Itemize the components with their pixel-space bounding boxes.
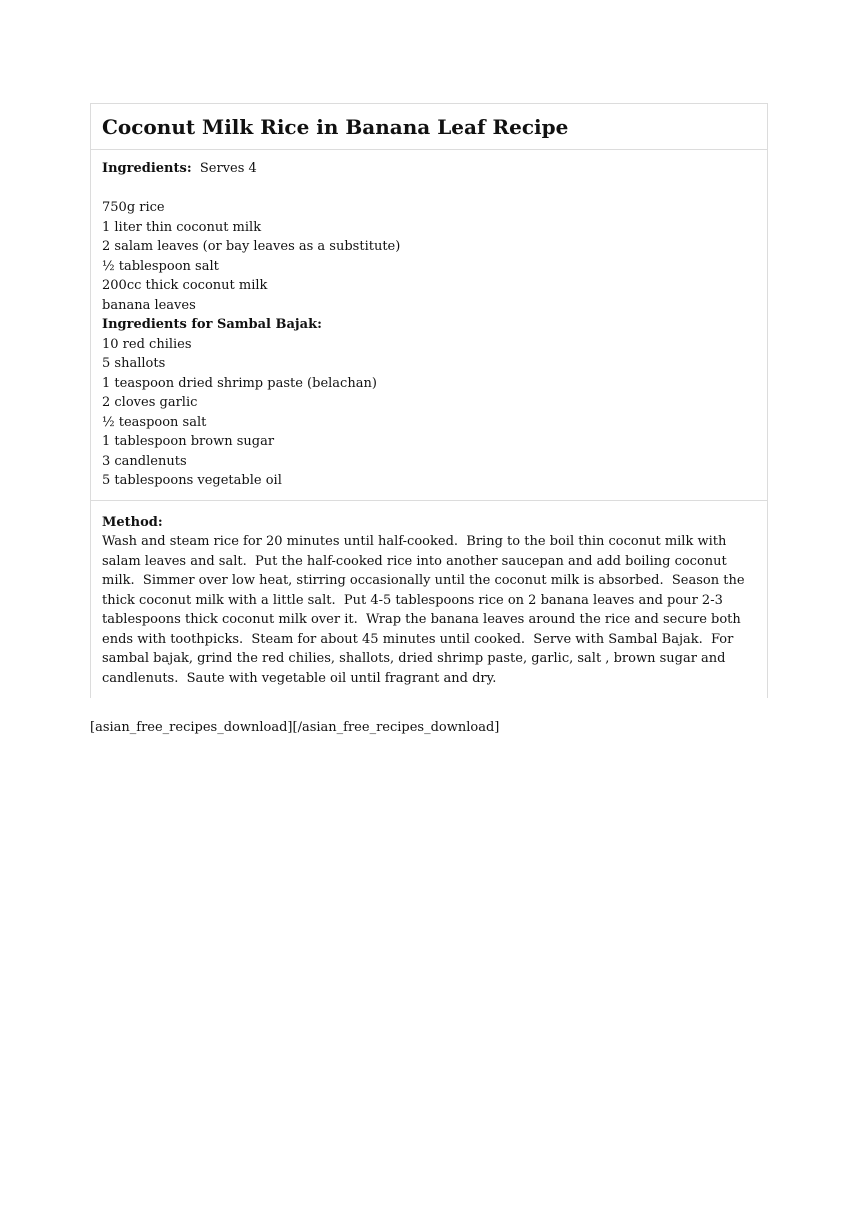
recipe-title: Coconut Milk Rice in Banana Leaf Recipe: [102, 115, 569, 139]
ingredient-item: banana leaves: [102, 297, 196, 313]
ingredients-list: [102, 198, 756, 491]
sambal-ingredient-item: 2 cloves garlic: [102, 395, 198, 410]
method-text: Wash and steam rice for 20 minutes until half-cooked. Bring to the boil thin coconut milk with salam leaves and salt. Put the half-cooked rice into another saucepan and add boiling coconut milk. Simmer over low heat, stirring occasionally until the coconut milk is absorbed. Season the thick coconut milk with a little salt. Put 4-5 tablespoons rice on 2 banana leaves and pour 2-3 tablespoons thick coconut milk over it. Wrap the banana leaves around the rice and secure both ends with toothpicks. Steam for about 45 minutes until cooked. Serve with Sambal Bajak. For sambal bajak, grind the red chilies, shallots, dried shrimp paste, garlic, salt , brown sugar and candlenuts. Saute with vegetable oil until fragrant and dry.: [102, 534, 749, 686]
sambal-ingredient-item: 3 candlenuts: [102, 453, 187, 469]
method-label: Method:: [102, 514, 163, 530]
ingredient-item: 750g rice: [102, 200, 165, 215]
method-section: [91, 501, 767, 699]
ingredient-item: ½ tablespoon salt: [102, 258, 219, 274]
download-shortcode: [asian_free_recipes_download][/asian_free_recipes_download]: [90, 720, 500, 735]
serves-value: Serves 4: [199, 161, 257, 176]
sambal-ingredient-item: 10 red chilies: [102, 336, 192, 352]
sambal-ingredient-item: 1 tablespoon brown sugar: [102, 434, 275, 449]
ingredient-item: 1 liter thin coconut milk: [102, 219, 262, 235]
sambal-ingredient-item: 5 tablespoons vegetable oil: [102, 473, 282, 488]
sambal-ingredient-item: 1 teaspoon dried shrimp paste (belachan): [102, 375, 377, 391]
sambal-heading: Ingredients for Sambal Bajak:: [102, 317, 322, 332]
serves-line: [102, 159, 756, 179]
ingredients-label: Ingredients:: [102, 161, 192, 176]
sambal-ingredient-item: 5 shallots: [102, 356, 166, 371]
ingredient-item: 200cc thick coconut milk: [102, 278, 268, 293]
ingredient-item: 2 salam leaves (or bay leaves as a substitute): [102, 239, 401, 254]
recipe-title-section: [91, 104, 767, 150]
recipe-card: [90, 103, 768, 698]
ingredients-section: [91, 150, 767, 501]
sambal-ingredient-item: ½ teaspoon salt: [102, 414, 207, 430]
